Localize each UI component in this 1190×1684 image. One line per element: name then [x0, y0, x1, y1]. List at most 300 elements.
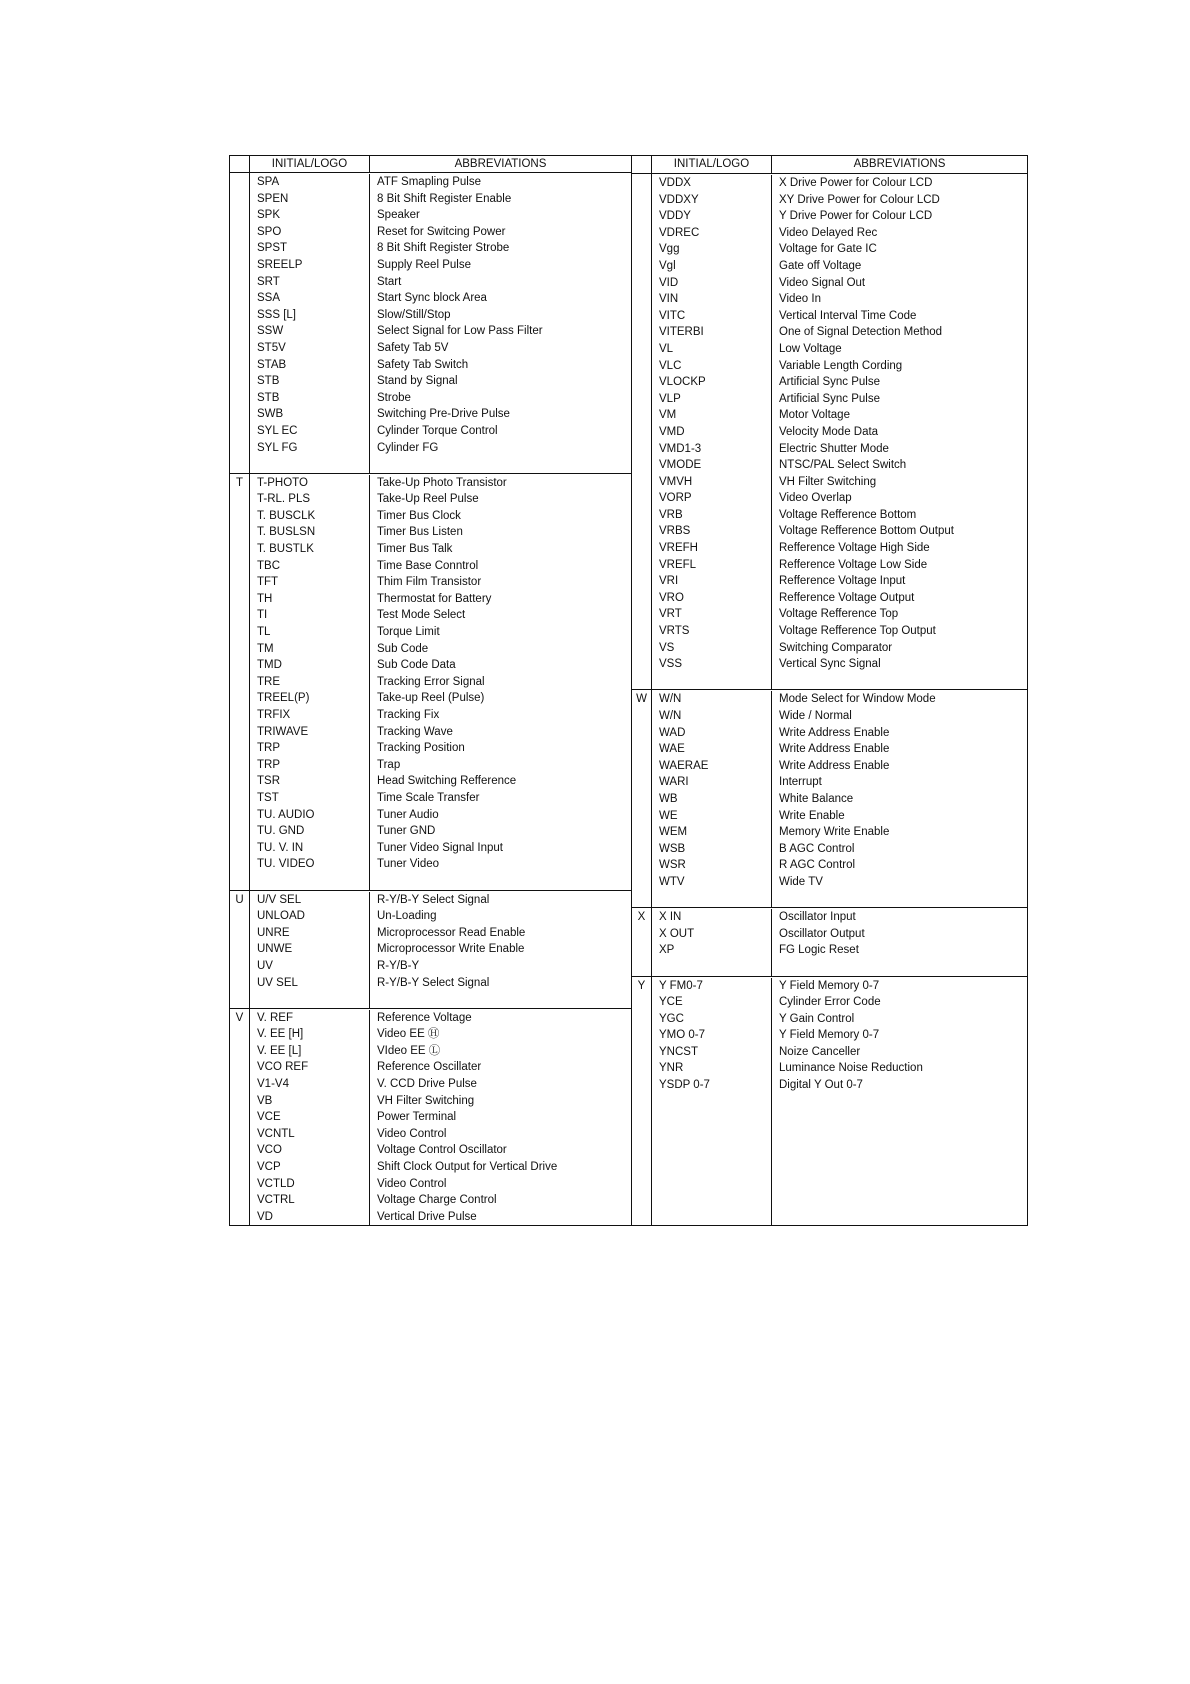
spacer-cell — [250, 456, 370, 473]
abbreviation-cell: Video Signal Out — [779, 276, 866, 289]
table-row — [250, 541, 631, 558]
abbreviation-cell: Start — [377, 275, 402, 288]
group-letter: W — [632, 690, 652, 907]
abbreviation-cell: Mode Select for Window Mode — [779, 693, 936, 706]
abbreviation-cell: Voltage Refference Top Output — [779, 625, 936, 638]
abbreviation-cell: Artificial Sync Pulse — [779, 376, 880, 389]
table-row — [250, 1093, 631, 1110]
initial-cell: W/N — [652, 708, 772, 725]
initial-cell: SREELP — [250, 257, 370, 274]
abbreviation-cell: Tracking Wave — [377, 725, 453, 738]
abbreviation-cell: Voltage Refference Bottom Output — [779, 525, 954, 538]
table-row — [652, 942, 1027, 959]
table-row — [652, 909, 1027, 926]
table-row — [652, 291, 1027, 308]
abbreviation-cell: Voltage Refference Bottom — [779, 508, 917, 521]
table-row — [652, 994, 1027, 1011]
initial-cell: VL — [652, 341, 772, 358]
table-row — [250, 641, 631, 658]
initial-cell: VITC — [652, 308, 772, 325]
table-row — [250, 740, 631, 757]
table-row — [250, 1159, 631, 1176]
table-row — [250, 1059, 631, 1076]
table-row — [250, 390, 631, 407]
initial-cell: TMD — [250, 657, 370, 674]
table-row — [250, 558, 631, 575]
table-row — [250, 174, 631, 191]
table-row — [250, 1109, 631, 1126]
table-row — [652, 857, 1027, 874]
table-row — [250, 823, 631, 840]
initial-cell: VRB — [652, 507, 772, 524]
initial-cell: VID — [652, 275, 772, 292]
initial-cell: VLP — [652, 391, 772, 408]
initial-cell: Vgg — [652, 241, 772, 258]
initial-cell: XP — [652, 942, 772, 959]
initial-cell: TRP — [250, 740, 370, 757]
initial-cell: TRFIX — [250, 707, 370, 724]
abbreviation-cell: Cylinder Torque Control — [377, 424, 498, 437]
initial-cell: VORP — [652, 490, 772, 507]
table-row — [250, 224, 631, 241]
abbreviation-cell: 8 Bit Shift Register Strobe — [377, 242, 510, 255]
table-row — [652, 308, 1027, 325]
initial-cell: SPEN — [250, 191, 370, 208]
initial-cell: T-PHOTO — [250, 475, 370, 492]
table-row — [250, 724, 631, 741]
group-spacer — [652, 959, 1027, 976]
table-row — [652, 341, 1027, 358]
left-groups — [230, 173, 631, 1225]
abbreviation-cell: Voltage Control Oscillator — [377, 1144, 507, 1157]
table-row — [652, 258, 1027, 275]
spacer-cell — [652, 673, 772, 690]
table-row — [250, 1076, 631, 1093]
abbreviation-cell: Vertical Sync Signal — [779, 658, 881, 671]
initial-cell: YGC — [652, 1011, 772, 1028]
abbreviation-cell: Switching Comparator — [779, 641, 893, 654]
abbreviation-cell: Video In — [779, 293, 821, 306]
table-row — [652, 791, 1027, 808]
initial-cell: VLOCKP — [652, 374, 772, 391]
table-row — [652, 573, 1027, 590]
abbreviation-cell: Luminance Noise Reduction — [779, 1062, 923, 1075]
initial-cell: V. EE [H] — [250, 1026, 370, 1043]
group-letter — [230, 173, 250, 473]
table-row — [652, 874, 1027, 891]
table-row — [652, 557, 1027, 574]
initial-cell: VCTRL — [250, 1192, 370, 1209]
initial-cell: TU. GND — [250, 823, 370, 840]
abbreviation-cell: VH Filter Switching — [377, 1094, 475, 1107]
group-letter: V — [230, 1009, 250, 1226]
initial-cell: V. REF — [250, 1010, 370, 1027]
table-row — [250, 1043, 631, 1060]
abbreviation-cell: R AGC Control — [779, 859, 856, 872]
initial-cell: VMD1-3 — [652, 441, 772, 458]
table-row — [250, 892, 631, 909]
initial-cell: TM — [250, 641, 370, 658]
initial-cell: TFT — [250, 574, 370, 591]
abbreviation-cell: Tracking Fix — [377, 709, 440, 721]
initial-cell: V1-V4 — [250, 1076, 370, 1093]
initial-cell: WEM — [652, 824, 772, 841]
abbreviation-cell: Take-Up Reel Pulse — [377, 493, 479, 506]
abbreviation-cell: Y Field Memory 0-7 — [779, 1029, 880, 1042]
initial-cell: VMODE — [652, 457, 772, 474]
letter-header — [230, 156, 250, 172]
abbreviation-cell: Motor Voltage — [779, 409, 850, 422]
abbreviation-cell: NTSC/PAL Select Switch — [779, 459, 907, 472]
abbreviation-cell: Head Switching Refference — [377, 775, 517, 788]
left-half — [230, 156, 632, 1225]
abbreviation-cell: Stand by Signal — [377, 375, 458, 388]
table-row — [250, 323, 631, 340]
abbreviation-cell: Tuner GND — [377, 825, 436, 838]
abbreviation-cell: R-Y/B-Y — [377, 959, 420, 972]
table-row — [250, 1192, 631, 1209]
table-row — [652, 606, 1027, 623]
group-rows — [652, 977, 1027, 1226]
abbreviation-cell: Write Address Enable — [779, 759, 890, 772]
table-row — [652, 225, 1027, 242]
abbreviation-cell: Cylinder Error Code — [779, 996, 881, 1009]
table-row — [250, 475, 631, 492]
table-row — [652, 208, 1027, 225]
abbreviation-cell: R-Y/B-Y Select Signal — [377, 976, 490, 989]
group-spacer — [652, 673, 1027, 690]
table-row — [652, 490, 1027, 507]
initial-cell: VB — [250, 1093, 370, 1110]
initial-cell: UNLOAD — [250, 908, 370, 925]
abbreviation-cell: Sub Code — [377, 642, 429, 655]
abbreviation-cell: Test Mode Select — [377, 609, 466, 622]
initial-cell: WB — [652, 791, 772, 808]
table-row — [652, 691, 1027, 708]
table-row — [652, 391, 1027, 408]
table-row — [250, 856, 631, 873]
abbreviation-cell: FG Logic Reset — [779, 944, 859, 957]
abbreviation-cell: Video Control — [377, 1177, 447, 1190]
abbreviation-cell: Wide TV — [779, 875, 823, 888]
abbreviation-cell: Gate off Voltage — [779, 259, 862, 272]
initial-cell: UNRE — [250, 925, 370, 942]
abbreviation-cell: Reference Voltage — [377, 1011, 472, 1024]
table-row — [250, 574, 631, 591]
initial-cell: SWB — [250, 406, 370, 423]
initial-cell: VLC — [652, 358, 772, 375]
initial-cell: V. EE [L] — [250, 1043, 370, 1060]
initial-cell: VRBS — [652, 523, 772, 540]
right-groups — [632, 174, 1027, 1225]
initial-cell: UV — [250, 958, 370, 975]
header-row — [632, 156, 1027, 174]
initial-cell: SPK — [250, 207, 370, 224]
table-row — [652, 457, 1027, 474]
abbreviation-cell: Reset for Switcing Power — [377, 225, 506, 238]
abbreviation-cell: Write Address Enable — [779, 726, 890, 739]
initial-cell: WAERAE — [652, 758, 772, 775]
initial-cell: WSB — [652, 841, 772, 858]
initial-cell: VM — [652, 407, 772, 424]
abbreviation-cell: Video Control — [377, 1127, 447, 1140]
table-row — [250, 290, 631, 307]
initial-cell: T. BUSLSN — [250, 524, 370, 541]
group-letter: X — [632, 908, 652, 975]
abbreviation-cell: Un-Loading — [377, 910, 437, 923]
initial-cell: VRT — [652, 606, 772, 623]
table-row — [250, 674, 631, 691]
abbreviation-cell: Refference Voltage Output — [779, 591, 915, 604]
initial-cell: W/N — [652, 691, 772, 708]
initial-cell: TH — [250, 591, 370, 608]
abbreviation-cell: ATF Smapling Pulse — [377, 176, 481, 188]
table-row — [652, 241, 1027, 258]
table-row — [250, 423, 631, 440]
abbr-header: ABBREVIATIONS — [853, 158, 946, 170]
table-row — [250, 191, 631, 208]
group-spacer — [652, 1094, 1027, 1225]
table-row — [250, 591, 631, 608]
abbreviation-cell: Cylinder FG — [377, 441, 439, 454]
abbreviation-cell: Strobe — [377, 391, 411, 404]
table-row — [652, 1077, 1027, 1094]
initial-cell: STAB — [250, 357, 370, 374]
initial-cell: TRP — [250, 757, 370, 774]
initial-cell: YCE — [652, 994, 772, 1011]
abbreviation-cell: Velocity Mode Data — [779, 425, 879, 438]
abbreviation-cell: Write Enable — [779, 809, 845, 822]
abbreviation-cell: Voltage Refference Top — [779, 608, 899, 621]
initial-cell: T. BUSCLK — [250, 508, 370, 525]
initial-cell: SYL EC — [250, 423, 370, 440]
table-row — [250, 357, 631, 374]
abbreviation-cell: Power Terminal — [377, 1111, 457, 1124]
table-row — [652, 441, 1027, 458]
abbreviation-cell: VH Filter Switching — [779, 475, 877, 488]
header-row — [230, 156, 631, 173]
table-row — [250, 1142, 631, 1159]
letter-group — [230, 474, 631, 891]
abbreviation-cell: Refference Voltage Low Side — [779, 558, 928, 571]
table-row — [250, 840, 631, 857]
abbreviation-cell: Variable Length Cording — [779, 359, 903, 372]
table-row — [250, 941, 631, 958]
group-spacer — [652, 891, 1027, 908]
initial-cell: SRT — [250, 274, 370, 291]
table-row — [652, 808, 1027, 825]
abbreviation-cell: Voltage for Gate IC — [779, 243, 877, 256]
abbr-header: ABBREVIATIONS — [454, 158, 547, 170]
table-row — [250, 207, 631, 224]
table-row — [652, 590, 1027, 607]
abbreviation-cell: Voltage Charge Control — [377, 1194, 497, 1207]
abbreviation-cell: Start Sync block Area — [377, 292, 487, 305]
initial-cell: WSR — [652, 857, 772, 874]
initial-cell: TRE — [250, 674, 370, 691]
table-row — [250, 491, 631, 508]
abbreviation-cell: Take-Up Photo Transistor — [377, 476, 507, 489]
table-row — [250, 773, 631, 790]
abbreviation-cell: Microprocessor Read Enable — [377, 926, 526, 939]
table-row — [652, 708, 1027, 725]
initial-cell: VREFH — [652, 540, 772, 557]
initial-cell: WAE — [652, 741, 772, 758]
abbreviation-cell: Tracking Error Signal — [377, 675, 485, 688]
initial-cell: UV SEL — [250, 975, 370, 992]
initial-cell: STB — [250, 390, 370, 407]
initial-cell: VCE — [250, 1109, 370, 1126]
abbreviation-cell: Video Delayed Rec — [779, 226, 878, 239]
initial-cell: Y FM0-7 — [652, 978, 772, 995]
table-row — [250, 1209, 631, 1226]
abbreviation-cell: Y Drive Power for Colour LCD — [779, 210, 933, 223]
table-row — [250, 1010, 631, 1027]
table-row — [652, 623, 1027, 640]
table-row — [250, 958, 631, 975]
abbreviation-cell: Supply Reel Pulse — [377, 258, 471, 271]
abbreviation-cell: Electric Shutter Mode — [779, 442, 889, 455]
table-row — [250, 908, 631, 925]
table-row — [652, 926, 1027, 943]
table-row — [652, 358, 1027, 375]
group-rows — [250, 891, 631, 1008]
abbreviation-cell: Tuner Audio — [377, 808, 439, 821]
group-spacer — [250, 991, 631, 1008]
letter-header — [632, 156, 652, 173]
abbreviation-cell: White Balance — [779, 792, 854, 805]
initial-cell: T-RL. PLS — [250, 491, 370, 508]
initial-cell: VDDY — [652, 208, 772, 225]
initial-cell: VCTLD — [250, 1176, 370, 1193]
initial-cell: VRI — [652, 573, 772, 590]
letter-group — [230, 173, 631, 474]
table-row — [652, 1060, 1027, 1077]
table-row — [250, 807, 631, 824]
table-row — [652, 540, 1027, 557]
table-row — [652, 1027, 1027, 1044]
abbreviation-cell: Vertical Interval Time Code — [779, 309, 917, 322]
table-row — [652, 758, 1027, 775]
abbreviation-cell: VIdeo EE Ⓛ — [377, 1044, 441, 1057]
table-row — [652, 275, 1027, 292]
letter-group — [230, 1009, 631, 1226]
spacer-cell — [652, 891, 772, 908]
abbreviation-cell: Tuner Video Signal Input — [377, 841, 503, 854]
initial-cell: X OUT — [652, 926, 772, 943]
abbreviation-cell: Slow/Still/Stop — [377, 308, 451, 321]
table-row — [652, 841, 1027, 858]
table-row — [250, 1126, 631, 1143]
abbreviation-cell: Y Field Memory 0-7 — [779, 979, 880, 992]
letter-group — [632, 908, 1027, 976]
initial-cell: UNWE — [250, 941, 370, 958]
table-row — [652, 175, 1027, 192]
table-row — [652, 1011, 1027, 1028]
abbreviation-cell: Noize Canceller — [779, 1045, 861, 1058]
abbreviation-cell: Reference Oscillater — [377, 1061, 482, 1074]
abbreviation-cell: Torque Limit — [377, 626, 440, 639]
initial-cell: TSR — [250, 773, 370, 790]
spacer-cell — [652, 1094, 772, 1225]
initial-cell: VIN — [652, 291, 772, 308]
abbreviation-cell: Timer Bus Listen — [377, 526, 463, 539]
abbreviations-table — [229, 155, 1028, 1226]
abbreviation-cell: Select Signal for Low Pass Filter — [377, 325, 543, 338]
abbreviation-cell: V. CCD Drive Pulse — [377, 1078, 477, 1091]
group-letter: Y — [632, 977, 652, 1226]
initial-cell: SPO — [250, 224, 370, 241]
table-row — [250, 524, 631, 541]
initial-cell: T. BUSTLK — [250, 541, 370, 558]
initial-cell: TU. V. IN — [250, 840, 370, 857]
letter-group — [632, 977, 1027, 1226]
abbreviation-cell: Write Address Enable — [779, 743, 890, 756]
initial-cell: TU. AUDIO — [250, 807, 370, 824]
spacer-cell — [250, 873, 370, 890]
group-rows — [652, 908, 1027, 975]
initial-cell: YSDP 0-7 — [652, 1077, 772, 1094]
initial-cell: TL — [250, 624, 370, 641]
initial-cell: YNCST — [652, 1044, 772, 1061]
initial-cell: VCP — [250, 1159, 370, 1176]
table-row — [250, 373, 631, 390]
initial-cell: YMO 0-7 — [652, 1027, 772, 1044]
group-rows — [250, 173, 631, 473]
initial-cell: VCNTL — [250, 1126, 370, 1143]
initial-cell: TI — [250, 607, 370, 624]
initial-header: INITIAL/LOGO — [652, 156, 772, 173]
initial-cell: SSA — [250, 290, 370, 307]
table-row — [652, 978, 1027, 995]
initial-cell: SSS [L] — [250, 307, 370, 324]
initial-cell: SSW — [250, 323, 370, 340]
group-spacer — [250, 873, 631, 890]
letter-group — [632, 174, 1027, 690]
group-rows — [250, 474, 631, 890]
spacer-cell — [652, 959, 772, 976]
abbreviation-cell: One of Signal Detection Method — [779, 326, 943, 339]
abbreviation-cell: Low Voltage — [779, 342, 842, 355]
group-letter: T — [230, 474, 250, 890]
abbreviation-cell: Video EE Ⓗ — [377, 1028, 440, 1041]
group-rows — [652, 690, 1027, 907]
table-row — [250, 274, 631, 291]
table-row — [652, 324, 1027, 341]
table-row — [250, 690, 631, 707]
initial-cell: U/V SEL — [250, 892, 370, 909]
abbreviation-cell: Digital Y Out 0-7 — [779, 1079, 863, 1092]
table-row — [250, 975, 631, 992]
initial-cell: Vgl — [652, 258, 772, 275]
group-spacer — [250, 456, 631, 473]
initial-cell: VDDX — [652, 175, 772, 192]
abbreviation-cell: Vertical Drive Pulse — [377, 1210, 477, 1223]
initial-cell: WTV — [652, 874, 772, 891]
initial-cell: STB — [250, 373, 370, 390]
initial-cell: VITERBI — [652, 324, 772, 341]
table-row — [250, 925, 631, 942]
table-row — [652, 824, 1027, 841]
table-row — [652, 424, 1027, 441]
abbreviation-cell: Video Overlap — [779, 492, 852, 505]
table-row — [652, 1044, 1027, 1061]
abbreviation-cell: Thermostat for Battery — [377, 592, 492, 605]
table-row — [250, 257, 631, 274]
abbreviation-cell: Thim Film Transistor — [377, 576, 482, 589]
group-rows — [652, 174, 1027, 689]
table-row — [250, 1026, 631, 1043]
